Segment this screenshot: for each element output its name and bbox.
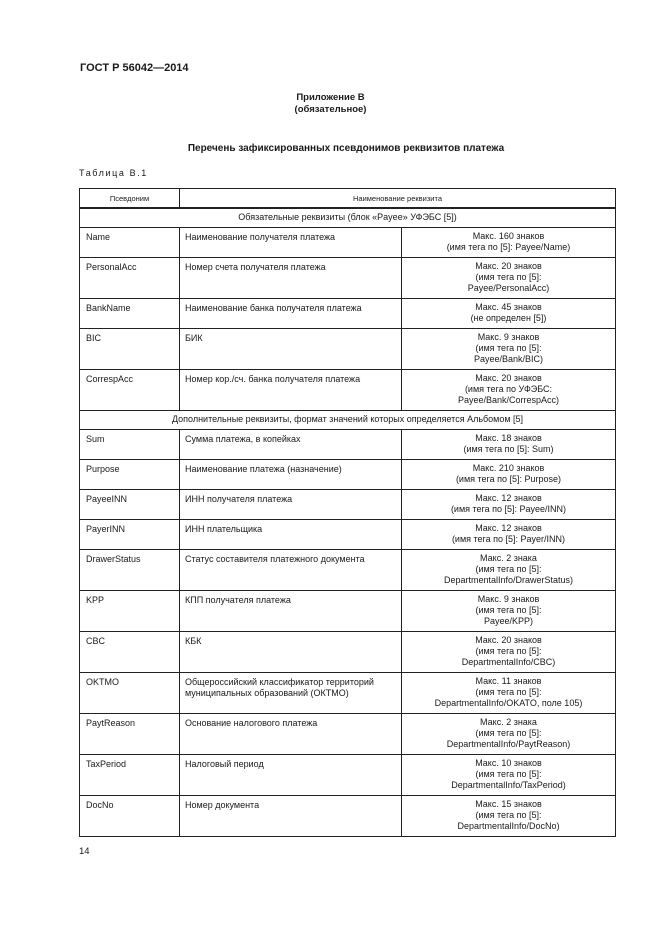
value-format-line: (имя тега по УФЭБС: — [464, 383, 553, 394]
value-format-line: (имя тега по [5]: — [475, 271, 542, 282]
requisite-name-cell — [180, 459, 402, 489]
requisite-name-cell — [180, 328, 402, 369]
value-format-cell — [402, 519, 616, 549]
requisite-name-cell — [180, 489, 402, 519]
requisite-name-cell — [180, 519, 402, 549]
annex-heading — [0, 92, 661, 116]
value-format-line: Макс. 10 знаков — [475, 757, 542, 768]
requisite-name-cell — [180, 298, 402, 328]
value-format-cell — [402, 429, 616, 459]
requisites-table — [79, 188, 616, 837]
value-format-line: (имя тега по [5]: — [475, 809, 542, 820]
requisite-name-line: Номер счета получателя платежа — [185, 261, 326, 272]
value-format-cell — [402, 328, 616, 369]
table-row — [80, 429, 616, 459]
alias-cell: CBC — [80, 631, 180, 672]
value-format-line: (имя тега по [5]: — [475, 563, 542, 574]
annex-title: Приложение В — [296, 92, 365, 103]
requisite-name-line: Номер кор./сч. банка получателя платежа — [185, 373, 361, 384]
section-title: Обязательные реквизиты (блок «Payee» УФЭБС [5]) — [80, 208, 616, 227]
requisite-name-line: муниципальных образований (ОКТМО) — [185, 687, 349, 698]
table-row — [80, 549, 616, 590]
value-format-line: (имя тега по [5]: Payee/Name) — [446, 241, 571, 252]
requisite-name-cell — [180, 631, 402, 672]
value-format-line: DepartmentalInfo/CBC) — [461, 656, 556, 667]
requisite-name-line: Общероссийский классификатор территорий — [185, 676, 374, 687]
value-format-cell — [402, 489, 616, 519]
requisite-name-line: ИНН плательщика — [185, 523, 263, 534]
table-row — [80, 713, 616, 754]
value-format-line: DepartmentalInfo/PaytReason) — [446, 738, 571, 749]
value-format-line: Payee/KPP) — [483, 615, 534, 626]
value-format-cell — [402, 590, 616, 631]
column-header-alias: Псевдоним — [80, 189, 180, 209]
value-format-line: (имя тега по [5]: — [475, 768, 542, 779]
table-row — [80, 754, 616, 795]
value-format-line: (имя тега по [5]: Payee/INN) — [450, 503, 567, 514]
value-format-cell — [402, 257, 616, 298]
value-format-cell — [402, 672, 616, 713]
table-row — [80, 590, 616, 631]
alias-cell: BankName — [80, 298, 180, 328]
alias-cell: PayerINN — [80, 519, 180, 549]
requisite-name-cell — [180, 754, 402, 795]
requisite-name-line: ИНН получателя платежа — [185, 493, 293, 504]
value-format-line: Макс. 210 знаков — [472, 462, 545, 473]
value-format-line: Макс. 2 знака — [480, 716, 537, 727]
value-format-line: DepartmentalInfo/TaxPeriod) — [451, 779, 566, 790]
requisite-name-cell — [180, 672, 402, 713]
value-format-line: Макс. 9 знаков — [477, 593, 540, 604]
table-row — [80, 459, 616, 489]
value-format-line: Макс. 2 знака — [480, 552, 537, 563]
table-row — [80, 227, 616, 257]
table-row — [80, 298, 616, 328]
value-format-line: Макс. 15 знаков — [475, 798, 542, 809]
requisite-name-cell — [180, 713, 402, 754]
requisite-name-cell — [180, 549, 402, 590]
alias-cell: DrawerStatus — [80, 549, 180, 590]
requisite-name-line: КПП получателя платежа — [185, 594, 291, 605]
alias-cell: TaxPeriod — [80, 754, 180, 795]
value-format-cell — [402, 459, 616, 489]
annex-status: (обязательное) — [294, 104, 367, 115]
value-format-line: Макс. 20 знаков — [475, 372, 542, 383]
requisite-name-cell — [180, 227, 402, 257]
requisite-name-cell — [180, 369, 402, 410]
alias-cell: KPP — [80, 590, 180, 631]
requisite-name-cell — [180, 590, 402, 631]
requisite-name-line: БИК — [185, 332, 203, 343]
requisite-name-line: Основание налогового платежа — [185, 717, 318, 728]
value-format-line: (имя тега по [5]: — [475, 686, 542, 697]
requisite-name-line: Наименование получателя платежа — [185, 231, 336, 242]
alias-cell: PersonalAcc — [80, 257, 180, 298]
table-row — [80, 489, 616, 519]
table-row — [80, 328, 616, 369]
table-row — [80, 519, 616, 549]
requisite-name-line: Наименование платежа (назначение) — [185, 463, 342, 474]
requisite-name-line: Сумма платежа, в копейках — [185, 433, 301, 444]
value-format-line: Макс. 20 знаков — [475, 260, 542, 271]
value-format-line: (имя тега по [5]: — [475, 645, 542, 656]
requisite-name-line: Номер документа — [185, 799, 260, 810]
value-format-cell — [402, 369, 616, 410]
table-row — [80, 631, 616, 672]
value-format-line: (имя тега по [5]: Sum) — [463, 443, 554, 454]
value-format-line: (имя тега по [5]: Payer/INN) — [451, 533, 566, 544]
requisite-name-line: Наименование банка получателя платежа — [185, 302, 362, 313]
value-format-line: Payee/Bank/BIC) — [473, 353, 544, 364]
value-format-cell — [402, 754, 616, 795]
value-format-line: Макс. 18 знаков — [475, 432, 542, 443]
table-row — [80, 795, 616, 836]
requisite-name-line: Статус составителя платежного документа — [185, 553, 365, 564]
value-format-line: Payee/Bank/CorrespAcc) — [457, 394, 560, 405]
alias-cell: DocNo — [80, 795, 180, 836]
value-format-line: (не определен [5]) — [470, 312, 547, 323]
column-header-name: Наименование реквизита — [180, 189, 616, 209]
table-row — [80, 257, 616, 298]
alias-cell: BIC — [80, 328, 180, 369]
requisite-name-line: Налоговый период — [185, 758, 264, 769]
alias-cell: Name — [80, 227, 180, 257]
requisite-name-line: КБК — [185, 635, 202, 646]
section-row — [80, 410, 616, 429]
alias-cell: Sum — [80, 429, 180, 459]
alias-cell: Purpose — [80, 459, 180, 489]
requisite-name-cell — [180, 429, 402, 459]
value-format-line: (имя тега по [5]: — [475, 342, 542, 353]
value-format-line: (имя тега по [5]: Purpose) — [455, 473, 562, 484]
value-format-line: DepartmentalInfo/DocNo) — [457, 820, 560, 831]
alias-cell: PaytReason — [80, 713, 180, 754]
value-format-line: Макс. 160 знаков — [472, 230, 545, 241]
value-format-line: DepartmentalInfo/DrawerStatus) — [443, 574, 574, 585]
value-format-cell — [402, 631, 616, 672]
value-format-line: DepartmentalInfo/OKATO, поле 105) — [434, 697, 583, 708]
alias-cell: PayeeINN — [80, 489, 180, 519]
document-title: Перечень зафиксированных псевдонимов реквизитов платежа — [187, 143, 505, 154]
value-format-line: Макс. 12 знаков — [475, 522, 542, 533]
value-format-line: Payee/PersonalAcc) — [467, 282, 550, 293]
value-format-line: Макс. 45 знаков — [475, 301, 542, 312]
value-format-cell — [402, 795, 616, 836]
value-format-line: (имя тега по [5]: — [475, 727, 542, 738]
value-format-cell — [402, 227, 616, 257]
value-format-line: Макс. 12 знаков — [475, 492, 542, 503]
table-caption: Таблица В.1 — [79, 168, 148, 178]
alias-cell: OKTMO — [80, 672, 180, 713]
value-format-cell — [402, 298, 616, 328]
value-format-cell — [402, 713, 616, 754]
requisite-name-cell — [180, 257, 402, 298]
value-format-cell — [402, 549, 616, 590]
table-body — [80, 208, 616, 836]
requisite-name-cell — [180, 795, 402, 836]
page-number: 14 — [79, 846, 90, 857]
value-format-line: Макс. 11 знаков — [475, 675, 542, 686]
value-format-line: (имя тега по [5]: — [475, 604, 542, 615]
table-header-row — [80, 189, 616, 209]
section-title: Дополнительные реквизиты, формат значений которых определяется Альбомом [5] — [80, 410, 616, 429]
section-row — [80, 208, 616, 227]
value-format-line: Макс. 9 знаков — [477, 331, 540, 342]
alias-cell: CorrespAcc — [80, 369, 180, 410]
standard-number: ГОСТ Р 56042—2014 — [80, 62, 189, 74]
table-row — [80, 672, 616, 713]
table-row — [80, 369, 616, 410]
value-format-line: Макс. 20 знаков — [475, 634, 542, 645]
